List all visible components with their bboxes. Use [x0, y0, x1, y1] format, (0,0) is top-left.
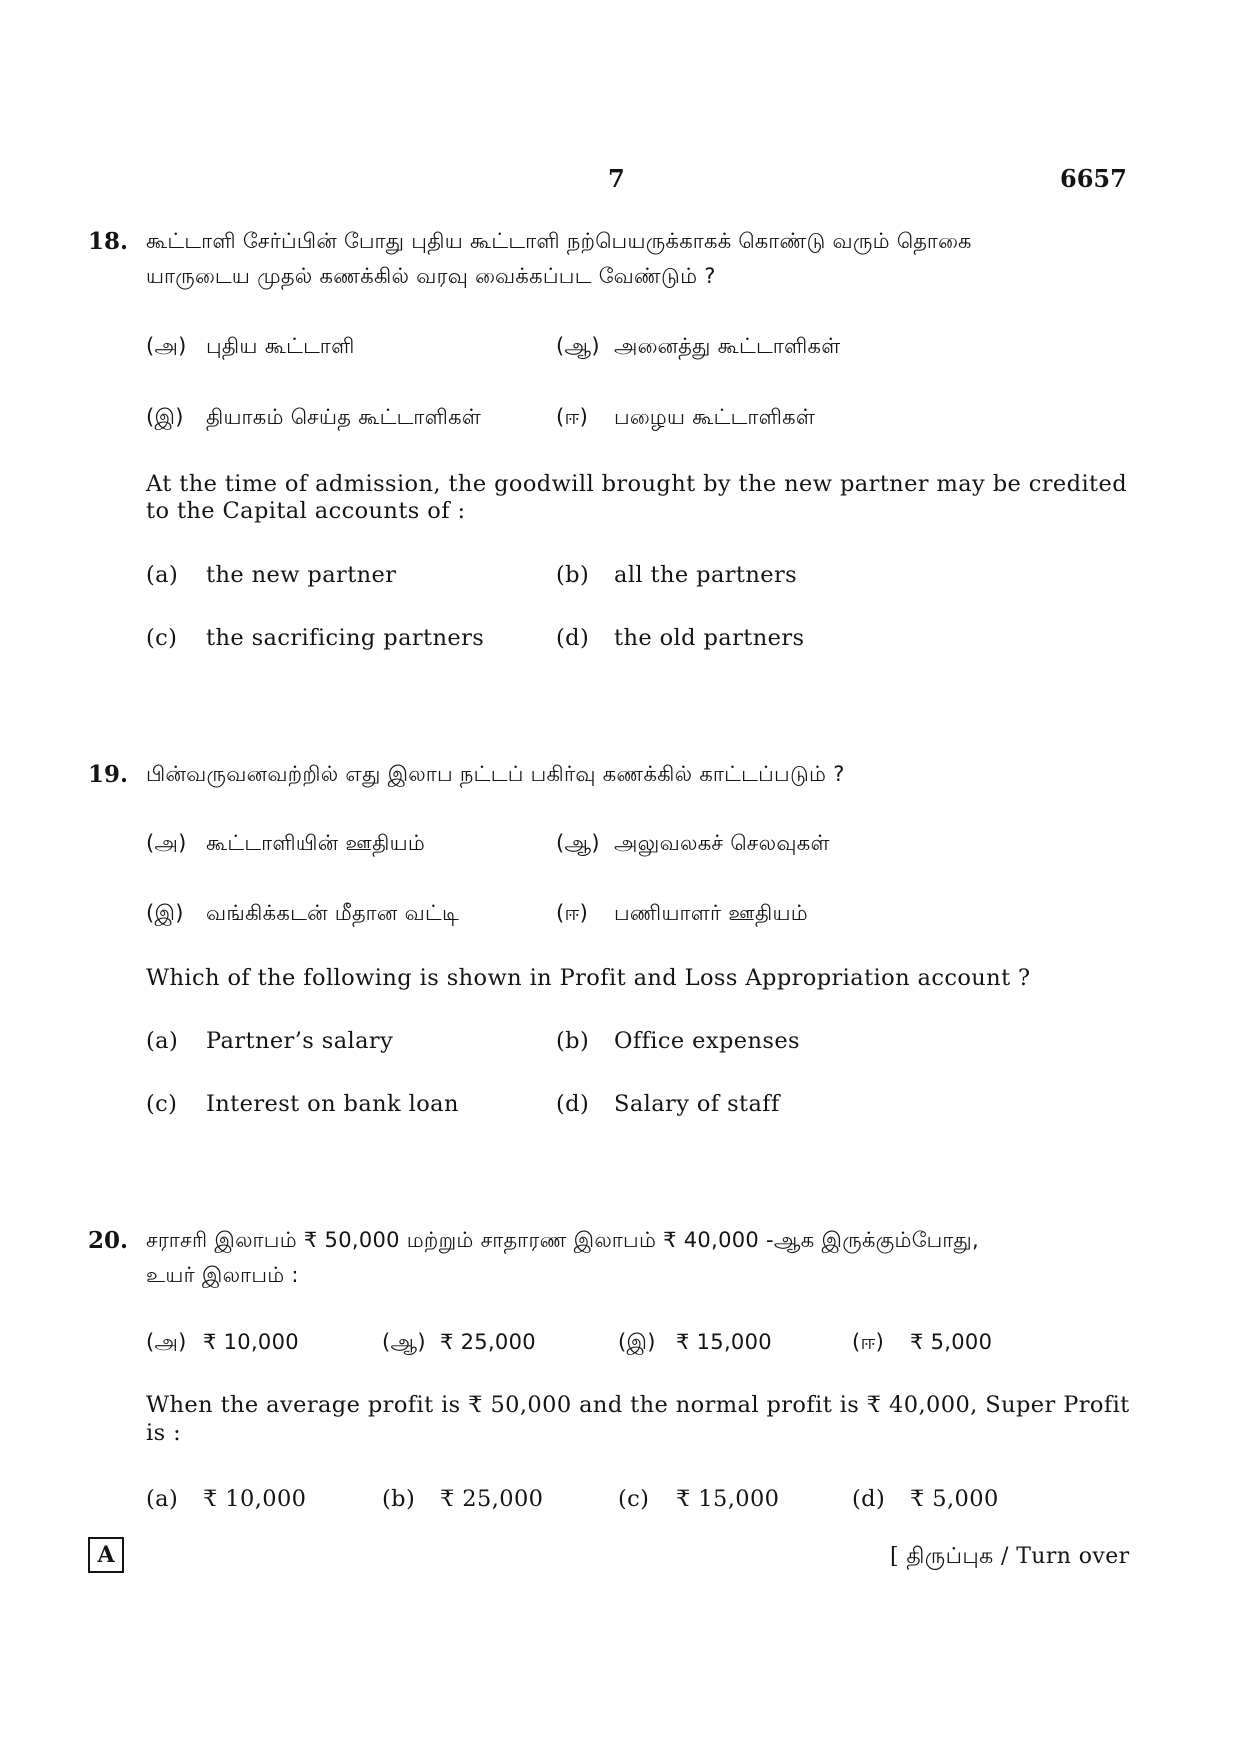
option-label: (ஆ) [556, 831, 600, 855]
option-text: கூட்டாளியின் ஊதியம் [206, 831, 426, 855]
tamil-question-text: கூட்டாளி சேர்ப்பின் போது புதிய கூட்டாளி நற்பெயருக்காகக் கொண்டு வரும் தொகை [146, 229, 972, 253]
option-text: the sacrificing partners [206, 625, 485, 651]
english-question-text: is : [146, 1420, 182, 1446]
option-label: (c) [146, 1091, 178, 1117]
option-text: ₹ 15,000 [676, 1330, 772, 1354]
option-label: (ஆ) [382, 1330, 426, 1354]
option-text: ₹ 10,000 [203, 1330, 299, 1354]
option-label: (a) [146, 1028, 179, 1054]
paper-code: 6657 [1060, 164, 1127, 193]
page-number: 7 [608, 164, 625, 193]
tamil-question-text: உயர் இலாபம் : [146, 1263, 299, 1287]
option-text: Office expenses [614, 1028, 800, 1054]
option-text: ₹ 10,000 [203, 1486, 307, 1512]
option-text: வங்கிக்கடன் மீதான வட்டி [206, 901, 459, 925]
option-label: (c) [618, 1486, 650, 1512]
option-label: (அ) [146, 334, 187, 358]
option-label: (d) [852, 1486, 886, 1512]
option-label: (b) [382, 1486, 416, 1512]
option-text: ₹ 5,000 [910, 1486, 999, 1512]
option-label: (ஈ) [556, 405, 589, 429]
option-text: அனைத்து கூட்டாளிகள் [614, 334, 841, 358]
option-label: (ஆ) [556, 334, 600, 358]
option-label: (c) [146, 625, 178, 651]
option-label: (அ) [146, 831, 187, 855]
question-number: 18. [88, 228, 129, 255]
option-text: பழைய கூட்டாளிகள் [614, 405, 816, 429]
option-label: (d) [556, 1091, 590, 1117]
option-label: (b) [556, 562, 590, 588]
tamil-question-text: பின்வருவனவற்றில் எது இலாப நட்டப் பகிர்வு கணக்கில் காட்டப்படும் ? [146, 762, 845, 786]
option-text: ₹ 25,000 [440, 1486, 544, 1512]
tamil-question-text: யாருடைய முதல் கணக்கில் வரவு வைக்கப்பட வேண்டும் ? [146, 264, 716, 288]
english-question-text: At the time of admission, the goodwill brought by the new partner may be credited [146, 471, 1128, 497]
series-letter-box: A [88, 1537, 124, 1573]
option-label: (இ) [618, 1330, 656, 1354]
option-label: (a) [146, 562, 179, 588]
option-text: புதிய கூட்டாளி [206, 334, 355, 358]
turn-over-text: [ திருப்புக / Turn over [890, 1544, 1130, 1569]
option-text: Interest on bank loan [206, 1091, 459, 1117]
question-number: 19. [88, 761, 129, 788]
option-text: தியாகம் செய்த கூட்டாளிகள் [206, 405, 482, 429]
english-question-text: Which of the following is shown in Profit and Loss Appropriation account ? [146, 965, 1031, 991]
option-text: the old partners [614, 625, 805, 651]
option-text: Partner’s salary [206, 1028, 394, 1054]
english-question-text: When the average profit is ₹ 50,000 and the normal profit is ₹ 40,000, Super Profit [146, 1392, 1130, 1418]
english-question-text: to the Capital accounts of : [146, 498, 466, 524]
option-text: ₹ 5,000 [910, 1330, 993, 1354]
tamil-question-text: சராசரி இலாபம் ₹ 50,000 மற்றும் சாதாரண இலாபம் ₹ 40,000 -ஆக இருக்கும்போது, [146, 1228, 980, 1252]
option-text: ₹ 15,000 [676, 1486, 780, 1512]
option-label: (d) [556, 625, 590, 651]
option-text: the new partner [206, 562, 397, 588]
option-label: (b) [556, 1028, 590, 1054]
option-label: (ஈ) [556, 901, 589, 925]
option-label: (இ) [146, 405, 184, 429]
option-text: பணியாளர் ஊதியம் [614, 901, 808, 925]
option-text: ₹ 25,000 [440, 1330, 536, 1354]
option-label: (a) [146, 1486, 179, 1512]
option-text: all the partners [614, 562, 798, 588]
option-text: அலுவலகச் செலவுகள் [614, 831, 830, 855]
option-label: (அ) [146, 1330, 187, 1354]
question-number: 20. [88, 1227, 129, 1254]
option-label: (இ) [146, 901, 184, 925]
option-label: (ஈ) [852, 1330, 885, 1354]
option-text: Salary of staff [614, 1091, 780, 1117]
